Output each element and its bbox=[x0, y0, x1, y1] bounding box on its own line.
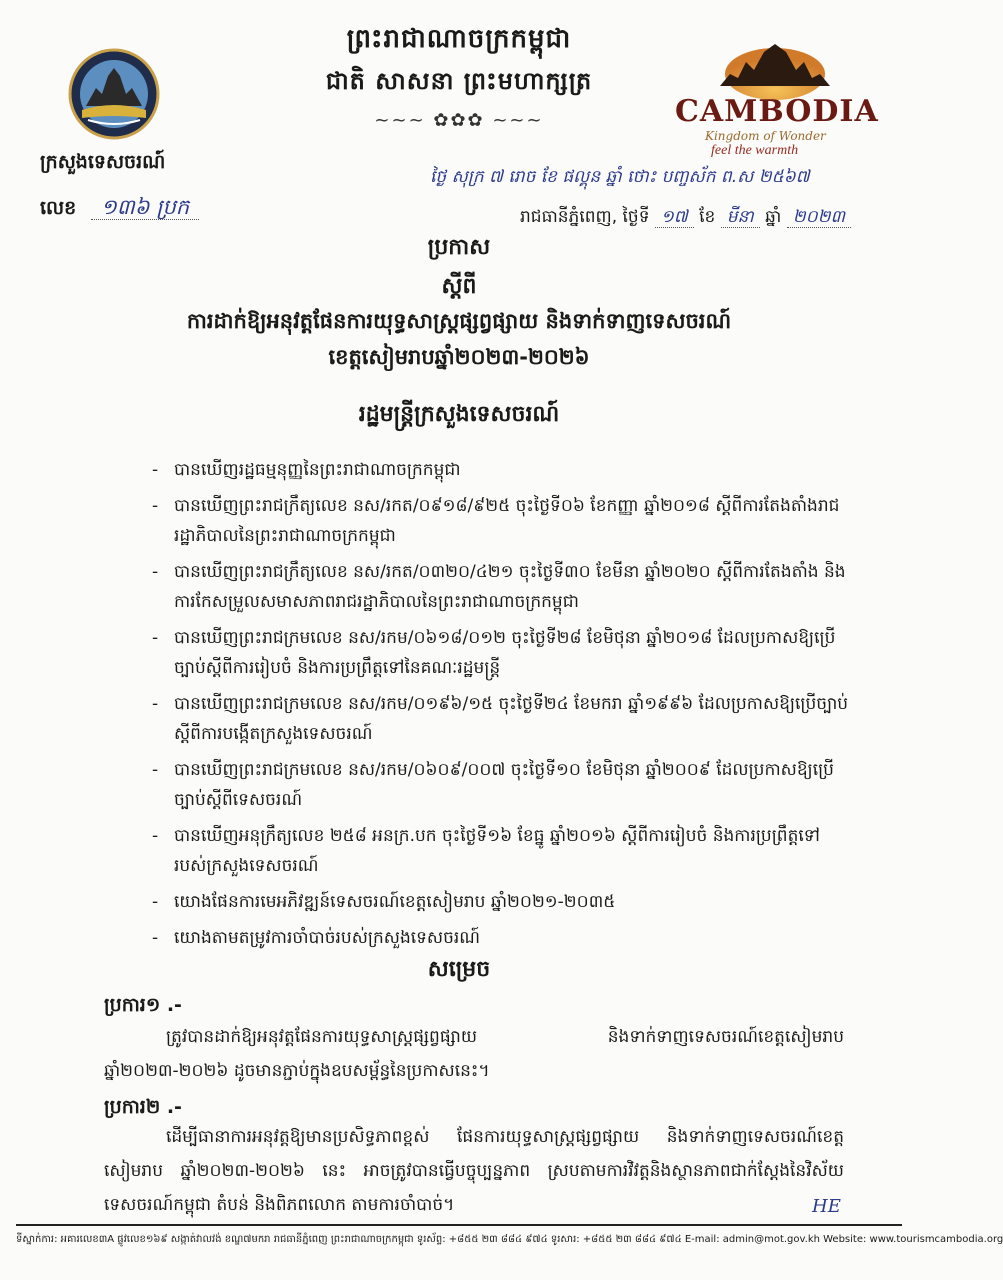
handwritten-initials: HE bbox=[812, 1196, 841, 1217]
list-item: - បានឃើញព្រះរាជក្រឹត្យលេខ នស/រកត/០៩១៨/៩២៥ ចុះថ្ងៃទី០៦ ខែកញ្ញា ឆ្នាំ២០១៨ ស្តីពីការតែងតាំងរាជរដ្ឋាភិបាលនៃព្រះរាជាណាចក្រកម្ពុជា bbox=[150, 491, 850, 551]
issue-date-year-label: ឆ្នាំ bbox=[765, 207, 782, 227]
list-item: - បានឃើញព្រះរាជក្រមលេខ នស/រកម/០៦០៩/០០៧ ចុះថ្ងៃទី១០ ខែមិថុនា ឆ្នាំ២០០៩ ដែលប្រកាសឱ្យប្រើច្បាប់ស្តីពីទេសចរណ៍ bbox=[150, 755, 850, 815]
legal-references-list bbox=[150, 455, 850, 959]
article-2-label: ប្រការ២ .- bbox=[104, 1096, 182, 1118]
brand-name: CAMBODIA bbox=[675, 94, 879, 129]
document-number bbox=[40, 194, 199, 225]
list-item: - បានឃើញព្រះរាជក្រមលេខ នស/រកម/០៦១៨/០១២ ចុះថ្ងៃទី២៨ ខែមិថុនា ឆ្នាំ២០១៨ ដែលប្រកាសឱ្យប្រើច្បាប់ស្តីពីការរៀបចំ និងការប្រព្រឹត្តទៅនៃគណៈរដ្ឋមន្ត្រី bbox=[150, 623, 850, 683]
issue-date bbox=[520, 206, 851, 231]
document-number-label: លេខ bbox=[40, 197, 77, 219]
footer-contact: ទីស្នាក់ការ: អគារលេខ៣A ផ្លូវលេខ១៦៩ សង្កាត់វាលវង់ ខណ្ឌ៧មករា រាជធានីភ្នំពេញ ព្រះរាជាណាចក្រកម្ពុជា ទូរស័ព្ទ: +៨៥៥ ២៣ ៨៨៤ ៩៧៤ ទូរសារ: +៨៥៥ ២៣ ៨៨៤ ៩៧៤ E-mail: admin@mot.gov.kh Website: www.tourismcambodia.org bbox=[16, 1234, 1003, 1245]
document-type-title: ប្រកាស bbox=[427, 235, 491, 260]
article-1-label: ប្រការ១ .- bbox=[104, 994, 182, 1016]
cambodia-brand-logo bbox=[675, 40, 879, 160]
kingdom-heading: ព្រះរាជាណាចក្រកម្ពុជា bbox=[346, 24, 572, 54]
brand-subtitle: Kingdom of Wonder bbox=[705, 129, 826, 143]
list-item: - បានឃើញអនុក្រឹត្យលេខ ២៥៨ អនក្រ.បក ចុះថ្ងៃទី១៦ ខែធ្នូ ឆ្នាំ២០១៦ ស្តីពីការរៀបចំ និងការប្រព្រឹត្តទៅរបស់ក្រសួងទេសចរណ៍ bbox=[150, 821, 850, 881]
lunar-date: ថ្ងៃ សុក្រ ៧ រោច ខែ ផល្គុន ឆ្នាំ ថោះ បញ្ចស័ក ព.ស ២៥៦៧ bbox=[430, 167, 810, 187]
article-1-text: ត្រូវបានដាក់ឱ្យអនុវត្តផែនការយុទ្ធសាស្ត្រផ្សព្វផ្សាយ និងទាក់ទាញទេសចរណ៍ខេត្តសៀមរាប ឆ្នាំ២០២៣-២០២៦ ដូចមានភ្ជាប់ក្នុងឧបសម្ព័ន្ធនៃប្រកាសនេះ។ bbox=[104, 1027, 844, 1081]
list-item: - បានឃើញព្រះរាជក្រឹត្យលេខ នស/រកត/០៣២០/៤២១ ចុះថ្ងៃទី៣០ ខែមីនា ឆ្នាំ២០២០ ស្តីពីការតែងតាំង និងការកែសម្រួលសមាសភាពរាជរដ្ឋាភិបាលនៃព្រះរាជាណាចក្រកម្ពុជា bbox=[150, 557, 850, 617]
list-item: - យោងតាមតម្រូវការចាំបាច់របស់ក្រសួងទេសចរណ៍ bbox=[150, 923, 850, 953]
angkor-temple-icon bbox=[710, 40, 840, 86]
article-2-text: ដើម្បីធានាការអនុវត្តឱ្យមានប្រសិទ្ធភាពខ្ពស់ ផែនការយុទ្ធសាស្ត្រផ្សព្វផ្សាយ និងទាក់ទាញទេសចរណ៍ខេត្តសៀមរាប ឆ្នាំ២០២៣-២០២៦ នេះ អាចត្រូវបានធ្វើបច្ចុប្បន្នភាព ស្របតាមការវិវត្តនិងស្ថានភាពជាក់ស្តែងនៃវិស័យទេសចរណ៍កម្ពុជា តំបន់ និងពិភពលោក តាមការចាំបាច់។ bbox=[104, 1127, 844, 1215]
national-motto: ជាតិ សាសនា ព្រះមហាក្សត្រ bbox=[325, 67, 593, 95]
issue-date-day: ១៧ bbox=[655, 207, 694, 228]
subject-line-2: ខេត្តសៀមរាបឆ្នាំ២០២៣-២០២៦ bbox=[328, 345, 590, 369]
footer-divider bbox=[16, 1224, 902, 1226]
document-number-value: ១៣៦ ប្រក bbox=[91, 195, 199, 220]
about-heading: ស្តីពី bbox=[441, 274, 477, 299]
ministry-name: ក្រសួងទេសចរណ៍ bbox=[40, 151, 166, 173]
ministry-seal-logo bbox=[68, 48, 160, 140]
brand-tagline: feel the warmth bbox=[711, 143, 799, 158]
list-item: - បានឃើញរដ្ឋធម្មនុញ្ញនៃព្រះរាជាណាចក្រកម្ពុជា bbox=[150, 455, 850, 485]
minister-heading: រដ្ឋមន្ត្រីក្រសួងទេសចរណ៍ bbox=[358, 402, 560, 427]
issue-date-month: មីនា bbox=[721, 207, 760, 228]
header-ornament: ~~~ ✿✿✿ ~~~ bbox=[374, 110, 544, 131]
decision-heading: សម្រេច bbox=[427, 957, 491, 982]
list-item: - យោងផែនការមេអភិវឌ្ឍន៍ទេសចរណ៍ខេត្តសៀមរាប ឆ្នាំ២០២១-២០៣៥ bbox=[150, 887, 850, 917]
issue-date-place: រាជធានីភ្នំពេញ, ថ្ងៃទី bbox=[520, 207, 650, 227]
subject-line-1: ការដាក់ឱ្យអនុវត្តផែនការយុទ្ធសាស្ត្រផ្សព្វផ្សាយ និងទាក់ទាញទេសចរណ៍ bbox=[186, 309, 732, 333]
list-item: - បានឃើញព្រះរាជក្រមលេខ នស/រកម/០១៩៦/១៥ ចុះថ្ងៃទី២៤ ខែមករា ឆ្នាំ១៩៩៦ ដែលប្រកាសឱ្យប្រើច្បាប់ស្តីពីការបង្កើតក្រសួងទេសចរណ៍ bbox=[150, 689, 850, 749]
issue-date-year: ២០២៣ bbox=[787, 207, 851, 228]
issue-date-month-label: ខែ bbox=[699, 207, 716, 227]
